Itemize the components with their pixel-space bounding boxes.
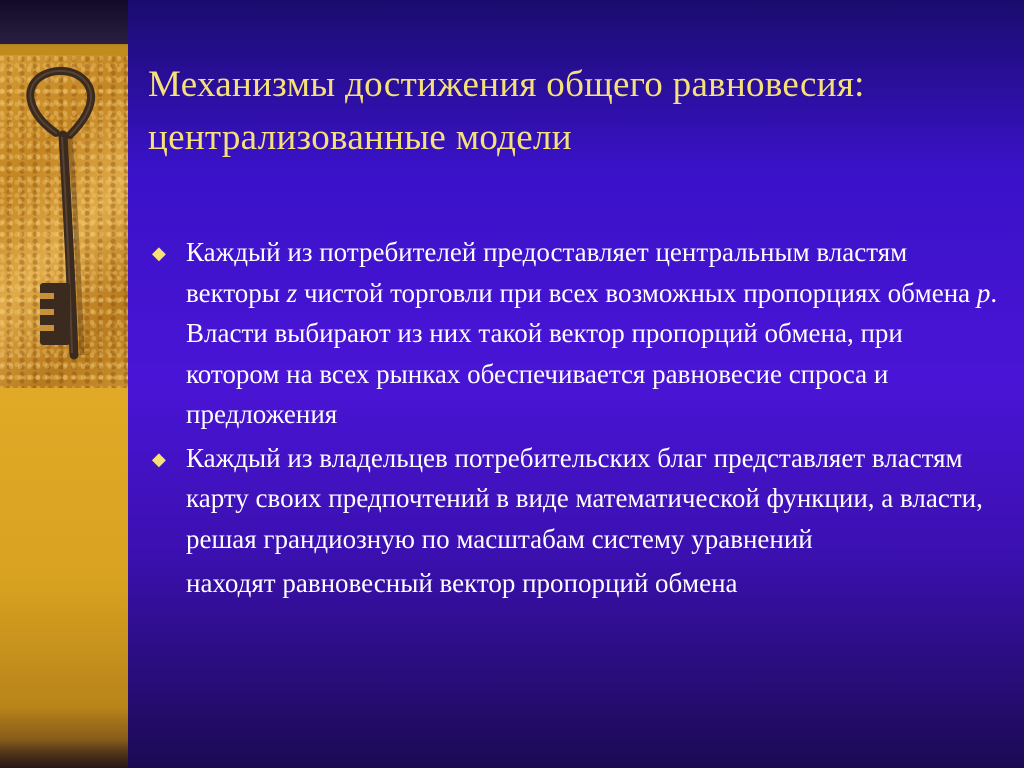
bullet-text-part: чистой торговли при всех возможных пропорциях обмена bbox=[297, 277, 977, 308]
diamond-bullet-icon: ◆ bbox=[152, 448, 166, 469]
key-icon bbox=[0, 55, 128, 388]
bullet-item bbox=[150, 438, 1000, 604]
left-strip-bottom-shadow bbox=[0, 740, 128, 768]
vector-z: z bbox=[286, 277, 298, 308]
bullet-text-part: Каждый из потребителей предоставляет центральным властям векторы bbox=[186, 237, 908, 308]
left-strip-top-shadow bbox=[0, 0, 128, 44]
key-photo bbox=[0, 55, 128, 388]
diamond-bullet-icon: ◆ bbox=[152, 243, 166, 263]
slide-title: Механизмы достижения общего равновесия: централизованные модели bbox=[148, 64, 865, 158]
bullet-item bbox=[150, 232, 1000, 435]
bullet-list bbox=[150, 232, 1000, 607]
vector-p: p bbox=[976, 277, 991, 308]
bullet-text-last-line: находят равновесный вектор пропорций обмена bbox=[186, 568, 738, 598]
bullet-text-part: . Власти выбирают из них такой вектор пропорций обмена, при котором на всех рынках обеспечивается равновесие спроса и предложения bbox=[186, 277, 998, 429]
bullet-text: Каждый из владельцев потребительских благ представляет властям карту своих предпочтений в виде математической функции, а власти, решая грандиозную по масштабам систему уравнений bbox=[186, 442, 983, 554]
